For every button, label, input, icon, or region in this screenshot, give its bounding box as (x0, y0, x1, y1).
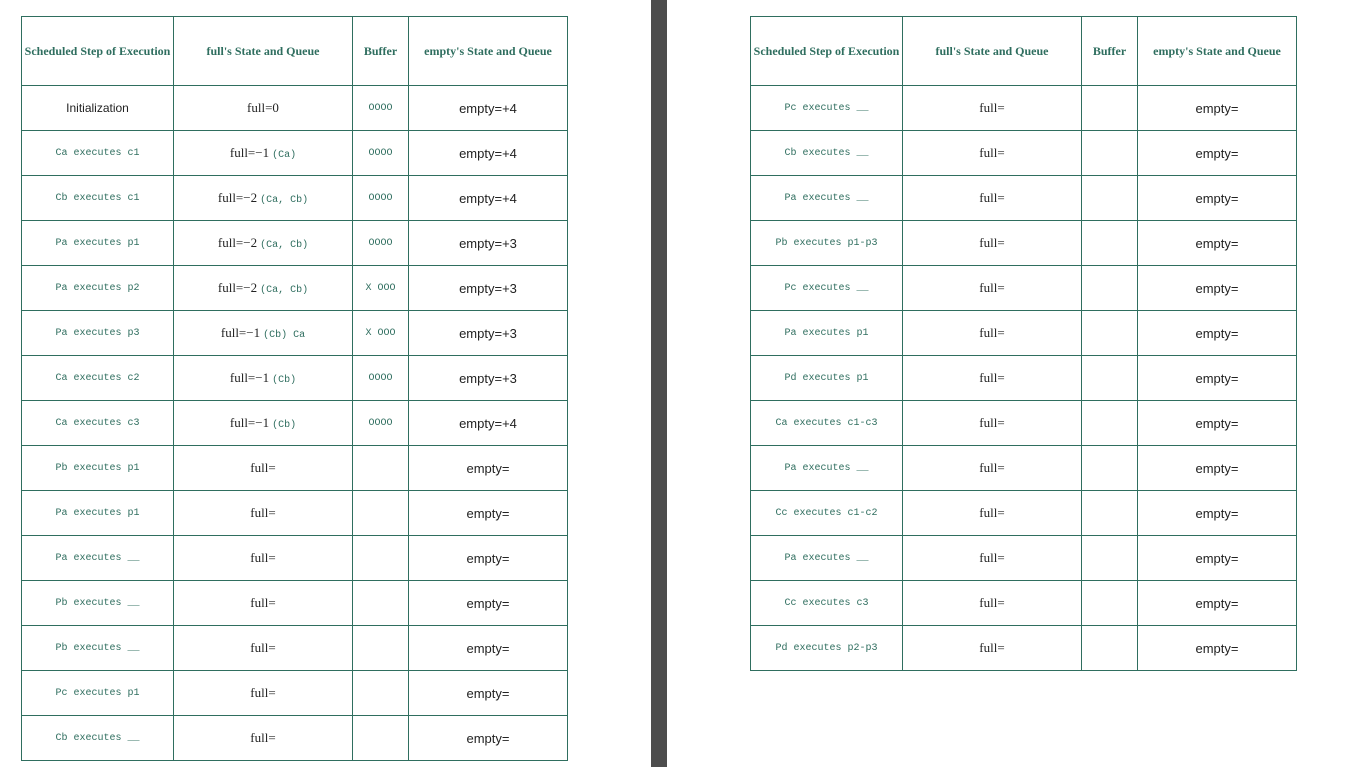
full-value: full= (979, 460, 1005, 475)
full-value: full= (250, 595, 276, 610)
step-cell: Pb executes __ (22, 626, 174, 671)
table-row (22, 356, 568, 401)
empty-state-cell: empty=+4 (409, 176, 568, 221)
full-value: full=−1 (229, 415, 270, 430)
header-step: Scheduled Step of Execution (22, 17, 174, 86)
empty-state-cell: empty= (1138, 581, 1297, 626)
buffer-cell (353, 671, 409, 716)
buffer-cell: OOOO (353, 356, 409, 401)
full-queue: (Ca, Cb) (260, 285, 309, 296)
full-state-cell (174, 626, 353, 671)
step-cell: Pa executes __ (751, 446, 903, 491)
header-buffer: Buffer (353, 17, 409, 86)
empty-state-cell: empty= (1138, 401, 1297, 446)
table-row (22, 626, 568, 671)
full-state-cell (174, 311, 353, 356)
table-row (751, 626, 1297, 671)
empty-state-cell: empty= (1138, 311, 1297, 356)
full-state-cell (903, 491, 1082, 536)
buffer-cell (1082, 176, 1138, 221)
table-row (751, 86, 1297, 131)
full-state-cell (903, 131, 1082, 176)
table-row (22, 131, 568, 176)
empty-state-cell: empty=+3 (409, 266, 568, 311)
step-cell: Cb executes c1 (22, 176, 174, 221)
table-row (751, 311, 1297, 356)
table-row (22, 86, 568, 131)
full-state-cell (903, 266, 1082, 311)
table-row (751, 581, 1297, 626)
full-value: full= (979, 595, 1005, 610)
table-row (751, 536, 1297, 581)
full-value: full=−1 (229, 370, 270, 385)
buffer-cell (1082, 401, 1138, 446)
buffer-cell (1082, 266, 1138, 311)
full-state-cell (903, 356, 1082, 401)
full-queue: (Cb) Ca (263, 330, 306, 341)
header-row (22, 17, 568, 86)
document-page-left (0, 0, 651, 767)
full-state-cell (174, 266, 353, 311)
full-value: full= (979, 145, 1005, 160)
header-step: Scheduled Step of Execution (751, 17, 903, 86)
full-value: full=−1 (229, 145, 270, 160)
header-empty: empty's State and Queue (1138, 17, 1297, 86)
full-value: full= (250, 640, 276, 655)
full-state-cell (903, 446, 1082, 491)
table-row (22, 176, 568, 221)
full-state-cell (903, 86, 1082, 131)
table-row (22, 716, 568, 761)
header-empty: empty's State and Queue (409, 17, 568, 86)
full-state-cell (174, 356, 353, 401)
full-state-cell (174, 581, 353, 626)
empty-state-cell: empty= (1138, 131, 1297, 176)
buffer-cell (1082, 131, 1138, 176)
empty-state-cell: empty= (1138, 356, 1297, 401)
full-queue: (Cb) (272, 420, 297, 431)
table-row (751, 266, 1297, 311)
buffer-cell (353, 716, 409, 761)
full-state-cell (174, 176, 353, 221)
buffer-cell: OOOO (353, 401, 409, 446)
empty-state-cell: empty=+3 (409, 311, 568, 356)
schedule-table-right (750, 16, 1297, 671)
schedule-table-left (21, 16, 568, 761)
buffer-cell: OOOO (353, 131, 409, 176)
full-value: full=0 (247, 100, 279, 115)
full-state-cell (174, 491, 353, 536)
full-state-cell (903, 311, 1082, 356)
full-state-cell (174, 131, 353, 176)
buffer-cell: X OOO (353, 266, 409, 311)
step-cell: Pc executes __ (751, 266, 903, 311)
full-queue: (Cb) (272, 375, 297, 386)
full-state-cell (174, 536, 353, 581)
full-state-cell (903, 536, 1082, 581)
step-cell: Ca executes c1-c3 (751, 401, 903, 446)
full-value: full= (250, 730, 276, 745)
step-cell: Ca executes c2 (22, 356, 174, 401)
empty-state-cell: empty= (409, 716, 568, 761)
full-value: full=−2 (217, 235, 258, 250)
step-cell: Pb executes __ (22, 581, 174, 626)
buffer-cell (1082, 446, 1138, 491)
full-value: full= (979, 370, 1005, 385)
table-row (22, 221, 568, 266)
step-cell: Cc executes c1-c2 (751, 491, 903, 536)
step-cell: Pb executes p1 (22, 446, 174, 491)
buffer-cell: OOOO (353, 221, 409, 266)
table-row (22, 536, 568, 581)
step-cell: Cc executes c3 (751, 581, 903, 626)
step-cell: Pc executes __ (751, 86, 903, 131)
full-state-cell (903, 221, 1082, 266)
step-cell: Pa executes p1 (751, 311, 903, 356)
full-state-cell (903, 401, 1082, 446)
empty-state-cell: empty= (1138, 221, 1297, 266)
step-cell: Cb executes __ (22, 716, 174, 761)
full-queue: (Ca, Cb) (260, 240, 309, 251)
buffer-cell (353, 581, 409, 626)
buffer-cell (1082, 221, 1138, 266)
table-row (751, 446, 1297, 491)
table-row (751, 356, 1297, 401)
empty-state-cell: empty= (409, 671, 568, 716)
full-queue: (Ca, Cb) (260, 195, 309, 206)
full-state-cell (174, 716, 353, 761)
step-cell: Cb executes __ (751, 131, 903, 176)
document-page-right (667, 0, 1351, 767)
full-value: full= (979, 100, 1005, 115)
buffer-cell (1082, 491, 1138, 536)
full-value: full=−2 (217, 190, 258, 205)
full-value: full= (979, 415, 1005, 430)
full-state-cell (174, 671, 353, 716)
full-value: full= (250, 685, 276, 700)
step-cell: Ca executes c1 (22, 131, 174, 176)
table-row (22, 671, 568, 716)
full-queue: (Ca) (272, 150, 297, 161)
step-cell: Pa executes __ (751, 176, 903, 221)
full-state-cell (174, 401, 353, 446)
buffer-cell: OOOO (353, 176, 409, 221)
step-cell: Pa executes p2 (22, 266, 174, 311)
empty-state-cell: empty= (409, 446, 568, 491)
step-cell: Pa executes __ (751, 536, 903, 581)
buffer-cell (353, 536, 409, 581)
buffer-cell: X OOO (353, 311, 409, 356)
empty-state-cell: empty= (409, 581, 568, 626)
empty-state-cell: empty= (1138, 536, 1297, 581)
full-value: full=−1 (220, 325, 261, 340)
table-row (751, 401, 1297, 446)
full-state-cell (174, 86, 353, 131)
full-value: full= (979, 505, 1005, 520)
step-cell: Pc executes p1 (22, 671, 174, 716)
header-full: full's State and Queue (903, 17, 1082, 86)
step-cell: Pa executes p3 (22, 311, 174, 356)
buffer-cell (1082, 581, 1138, 626)
empty-state-cell: empty= (1138, 626, 1297, 671)
full-value: full= (250, 460, 276, 475)
empty-state-cell: empty= (1138, 266, 1297, 311)
step-cell: Pa executes p1 (22, 221, 174, 266)
full-value: full= (250, 550, 276, 565)
table-row (751, 131, 1297, 176)
buffer-cell (1082, 311, 1138, 356)
full-value: full= (979, 280, 1005, 295)
buffer-cell (1082, 356, 1138, 401)
full-value: full= (979, 325, 1005, 340)
full-state-cell (903, 581, 1082, 626)
empty-state-cell: empty=+3 (409, 356, 568, 401)
empty-state-cell: empty=+4 (409, 131, 568, 176)
table-row (22, 266, 568, 311)
step-cell: Pa executes p1 (22, 491, 174, 536)
full-value: full=−2 (217, 280, 258, 295)
buffer-cell (353, 491, 409, 536)
buffer-cell: OOOO (353, 86, 409, 131)
empty-state-cell: empty= (1138, 176, 1297, 221)
full-state-cell (903, 176, 1082, 221)
full-value: full= (979, 190, 1005, 205)
table-row (22, 401, 568, 446)
table-row (22, 581, 568, 626)
table-row (751, 176, 1297, 221)
empty-state-cell: empty= (1138, 86, 1297, 131)
full-state-cell (174, 446, 353, 491)
empty-state-cell: empty= (1138, 446, 1297, 491)
step-cell: Initialization (22, 86, 174, 131)
buffer-cell (1082, 86, 1138, 131)
step-cell: Pd executes p1 (751, 356, 903, 401)
empty-state-cell: empty=+4 (409, 401, 568, 446)
table-row (751, 221, 1297, 266)
buffer-cell (353, 446, 409, 491)
table-row (22, 491, 568, 536)
header-buffer: Buffer (1082, 17, 1138, 86)
step-cell: Pb executes p1-p3 (751, 221, 903, 266)
header-full: full's State and Queue (174, 17, 353, 86)
empty-state-cell: empty= (409, 536, 568, 581)
step-cell: Ca executes c3 (22, 401, 174, 446)
full-value: full= (979, 235, 1005, 250)
step-cell: Pa executes __ (22, 536, 174, 581)
empty-state-cell: empty=+4 (409, 86, 568, 131)
header-row (751, 17, 1297, 86)
empty-state-cell: empty=+3 (409, 221, 568, 266)
page-gutter (651, 0, 667, 767)
empty-state-cell: empty= (409, 491, 568, 536)
table-row (22, 311, 568, 356)
buffer-cell (1082, 626, 1138, 671)
empty-state-cell: empty= (1138, 491, 1297, 536)
full-value: full= (979, 640, 1005, 655)
table-row (22, 446, 568, 491)
step-cell: Pd executes p2-p3 (751, 626, 903, 671)
table-row (751, 491, 1297, 536)
buffer-cell (1082, 536, 1138, 581)
full-value: full= (250, 505, 276, 520)
full-state-cell (174, 221, 353, 266)
buffer-cell (353, 626, 409, 671)
full-value: full= (979, 550, 1005, 565)
empty-state-cell: empty= (409, 626, 568, 671)
full-state-cell (903, 626, 1082, 671)
